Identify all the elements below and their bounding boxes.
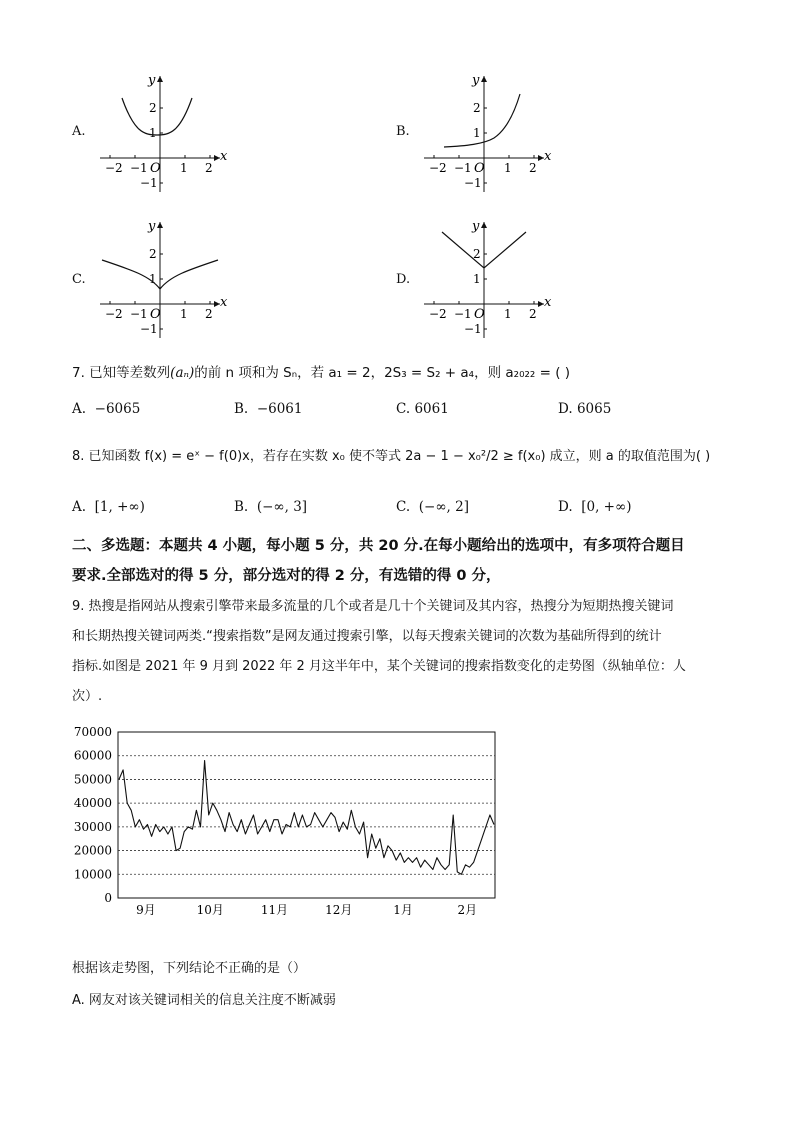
graph-option-d: [416, 218, 556, 346]
q8-option-a: [72, 498, 145, 516]
graph-a-curve: [122, 98, 192, 135]
q7-option-b: [234, 400, 302, 418]
q9-after: 根据该走势图，下列结论不正确的是（）: [72, 961, 307, 976]
q8-option-d: [558, 498, 632, 516]
q9-line4: 次）.: [72, 689, 103, 704]
y-tick-label: 60000: [73, 748, 112, 763]
y-tick-label: −1: [464, 176, 482, 190]
q7-option-d-letter: D.: [558, 401, 573, 417]
graph-option-c: [92, 218, 232, 346]
x-tick-label: −2: [429, 307, 447, 321]
q9-line3: 指标.如图是 2021 年 9 月到 2022 年 2 月这半年中，某个关键词的搜索指数变化的走势图（纵轴单位：人: [72, 659, 686, 674]
x-tick-label: −2: [429, 161, 447, 175]
search-index-chart-svg: [70, 720, 510, 920]
q7-option-b-letter: B.: [234, 401, 249, 417]
q8-option-b: [234, 498, 307, 516]
x-axis-label: x: [220, 295, 228, 310]
graph-option-d-svg: [416, 218, 556, 346]
x-tick-label: 9月: [136, 903, 156, 917]
graph-option-a-letter: A.: [72, 124, 86, 139]
q7-option-d-text: 6065: [576, 401, 612, 417]
x-axis-label: x: [220, 149, 228, 164]
y-tick-label: 10000: [73, 867, 112, 882]
y-axis-label: y: [472, 219, 480, 234]
x-tick-label: 1: [504, 307, 512, 321]
x-tick-label: 1: [180, 307, 188, 321]
y-tick-label: 1: [149, 126, 157, 140]
plot-frame: [118, 732, 495, 898]
y-tick-label: −1: [464, 322, 482, 336]
q7-option-a-letter: A.: [72, 401, 87, 417]
x-tick-label: O: [150, 161, 161, 176]
q8-option-b-letter: B.: [234, 499, 249, 515]
q8-option-d-letter: D.: [558, 499, 573, 515]
x-tick-label: O: [474, 161, 485, 176]
q7-option-a-text: −6065: [94, 401, 141, 417]
x-tick-label: 1月: [393, 903, 413, 917]
x-axis-label: x: [544, 295, 552, 310]
x-tick-label: 2: [205, 161, 213, 175]
search-index-chart: [70, 720, 510, 924]
x-tick-label: 12月: [325, 903, 353, 917]
q7-seq: (aₙ): [170, 365, 195, 381]
q7-option-a: [72, 400, 140, 418]
q8-option-a-letter: A.: [72, 499, 87, 515]
y-tick-label: 30000: [73, 819, 112, 834]
x-tick-label: 2月: [457, 903, 478, 917]
graph-option-b: [416, 72, 556, 200]
q8-option-c-text: (−∞, 2]: [418, 499, 469, 515]
y-arrow-icon: [481, 222, 487, 228]
y-tick-label: 50000: [73, 772, 112, 787]
x-tick-label: 2: [529, 161, 537, 175]
q9-option-a: A. 网友对该关键词相关的信息关注度不断减弱: [72, 993, 336, 1008]
x-tick-label: 2: [205, 307, 213, 321]
y-tick-label: 2: [149, 101, 157, 115]
x-tick-label: 1: [180, 161, 188, 175]
graph-option-c-letter: C.: [72, 272, 86, 287]
y-tick-label: 20000: [73, 843, 112, 858]
q9-line2: 和长期热搜关键词两类.“搜索指数”是网友通过搜索引擎，以每天搜索关键词的次数为基础所得到的统计: [72, 629, 662, 644]
x-tick-label: O: [474, 307, 485, 322]
x-tick-label: −2: [105, 307, 123, 321]
y-axis-label: y: [148, 219, 156, 234]
q7-stem: [72, 364, 570, 382]
y-tick-label: 1: [149, 272, 157, 286]
y-tick-label: 1: [473, 272, 481, 286]
graph-b-curve: [444, 94, 520, 147]
x-axis-label: x: [544, 149, 552, 164]
q7-option-b-text: −6061: [256, 401, 303, 417]
x-tick-label: −1: [130, 161, 148, 175]
q7-prefix: 7. 已知等差数列: [72, 365, 171, 381]
x-tick-label: 2: [529, 307, 537, 321]
x-tick-label: O: [150, 307, 161, 322]
q8-stem: 8. 已知函数 f(x) = eˣ − f(0)x，若存在实数 x₀ 使不等式 2a − 1 − x₀²/2 ≥ f(x₀) 成立，则 a 的取值范围为( ): [72, 449, 711, 464]
x-tick-label: 10月: [196, 903, 224, 917]
x-tick-label: 11月: [260, 903, 289, 917]
q8-option-b-text: (−∞, 3]: [256, 499, 308, 515]
y-tick-label: 1: [473, 126, 481, 140]
y-arrow-icon: [157, 76, 163, 82]
x-tick-label: −2: [105, 161, 123, 175]
graph-option-b-letter: B.: [396, 124, 410, 139]
q7-middle: 的前 n 项和为 Sₙ，若 a₁ = 2，2S₃ = S₂ + a₄，则 a₂₀₂₂ = ( ): [194, 365, 571, 381]
y-tick-label: −1: [140, 322, 158, 336]
q7-option-c-letter: C.: [396, 401, 411, 417]
x-tick-label: −1: [454, 307, 472, 321]
y-axis-label: y: [148, 73, 156, 88]
q9-line1: 9. 热搜是指网站从搜索引擎带来最多流量的几个或者是几十个关键词及其内容，热搜分为短期热搜关键词: [72, 599, 674, 614]
y-tick-label: 2: [473, 101, 481, 115]
q7-option-c: [396, 400, 449, 418]
graph-option-b-svg: [416, 72, 556, 200]
x-tick-label: 1: [504, 161, 512, 175]
x-tick-label: −1: [454, 161, 472, 175]
graph-option-d-letter: D.: [396, 272, 411, 287]
y-arrow-icon: [481, 76, 487, 82]
q8-option-a-text: [1, +∞): [94, 499, 145, 515]
section-heading-line2: 要求.全部选对的得 5 分，部分选对的得 2 分，有选错的得 0 分，: [72, 568, 501, 584]
section-heading-line1: 二、多选题：本题共 4 小题，每小题 5 分，共 20 分.在每小题给出的选项中，有多项符合题目: [72, 538, 685, 554]
y-axis-label: y: [472, 73, 480, 88]
q7-option-c-text: 6061: [414, 401, 449, 417]
graph-option-a-svg: [92, 72, 232, 200]
y-tick-label: 40000: [73, 796, 112, 811]
graph-option-c-svg: [92, 218, 232, 346]
q7-option-d: [558, 400, 611, 418]
q8-option-c: [396, 498, 469, 516]
series-line: [119, 761, 494, 875]
y-tick-label: 70000: [73, 725, 112, 739]
graph-option-a: [92, 72, 232, 200]
q8-option-c-letter: C.: [396, 499, 411, 515]
y-tick-label: 2: [149, 247, 157, 261]
y-arrow-icon: [157, 222, 163, 228]
y-tick-label: 0: [104, 891, 112, 905]
y-tick-label: 2: [473, 247, 481, 261]
x-tick-label: −1: [130, 307, 148, 321]
q8-option-d-text: [0, +∞): [581, 499, 632, 515]
y-tick-label: −1: [140, 176, 158, 190]
